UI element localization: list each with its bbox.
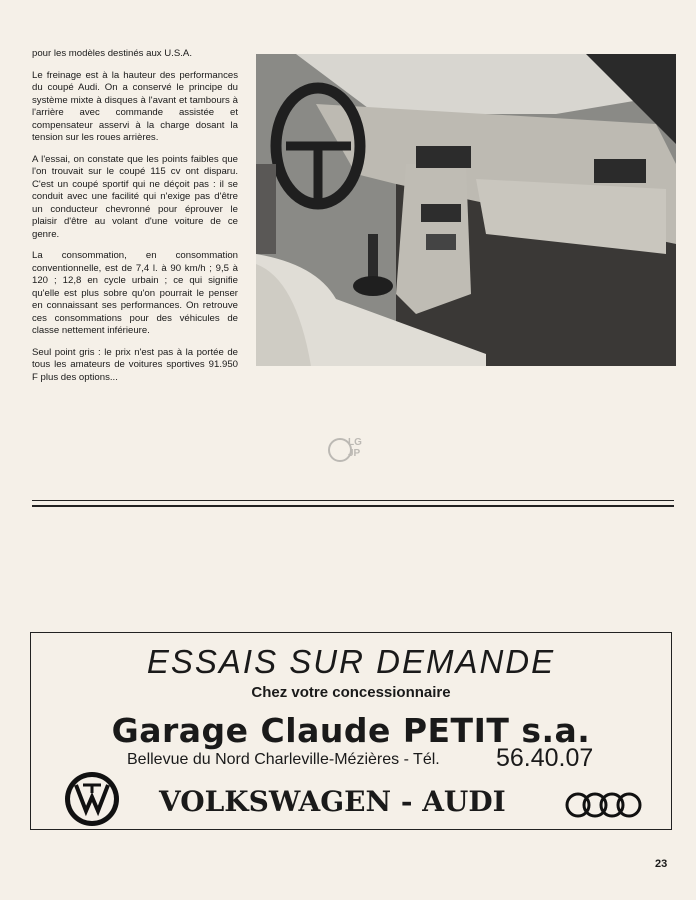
article-paragraph: Le freinage est à la hauteur des performances du coupé Audi. On a conservé le principe du système mixte à disques à l'avant et tambours à l'arrière avec commande assistée et compensateur asservi à la charge dosant la tension sur les roues arrières. [32,69,238,143]
ad-subline: Chez votre concessionnaire [251,684,451,701]
ad-brands: VOLKSWAGEN - AUDI [159,785,506,818]
divider-rule [32,505,674,507]
ad-headline: ESSAIS SUR DEMANDE [146,643,556,680]
article-paragraph: A l'essai, on constate que les points faibles que l'on trouvait sur le coupé 115 cv ont disparu. C'est un coupé sportif qui ne déçoit pas : il se conduit avec une facilité qui n'exige pas d'être un conducteur chevronné pour éprouver le plaisir d'être au volant d'une voiture de ce genre. [32,153,238,240]
page-number: 23 [655,858,668,870]
article-paragraph: Seul point gris : le prix n'est pas à la portée de tous les amateurs de voitures sportives 91.950 F plus des options... [32,346,238,383]
garage-name: Garage Claude PETIT s.a. [111,711,591,750]
article-paragraph: pour les modèles destinés aux U.S.A. [32,48,192,59]
vw-logo-icon [64,771,120,827]
article-paragraph: La consommation, en consommation conventionnelle, est de 7,4 l. à 90 km/h ; 9,5 à 120 ; 12,8 en cycle urbain ; ce qui signifie qu'elle est plus sobre qu'on pourrait le penser en connaissant ses performances. On retrouve ces consommations pour des véhicules de classe nettement inférieure. [32,250,238,336]
garage-phone: 56.40.07 [496,744,594,772]
audi-rings-icon [565,791,643,819]
car-interior-photo [256,54,676,366]
divider-rule [32,500,674,501]
garage-address: Bellevue du Nord Charleville-Mézières - Tél. [127,751,440,768]
watermark-text: LG JP [348,437,362,459]
dealer-advertisement [30,632,672,830]
watermark-logo [326,433,372,467]
article-column [32,48,238,393]
